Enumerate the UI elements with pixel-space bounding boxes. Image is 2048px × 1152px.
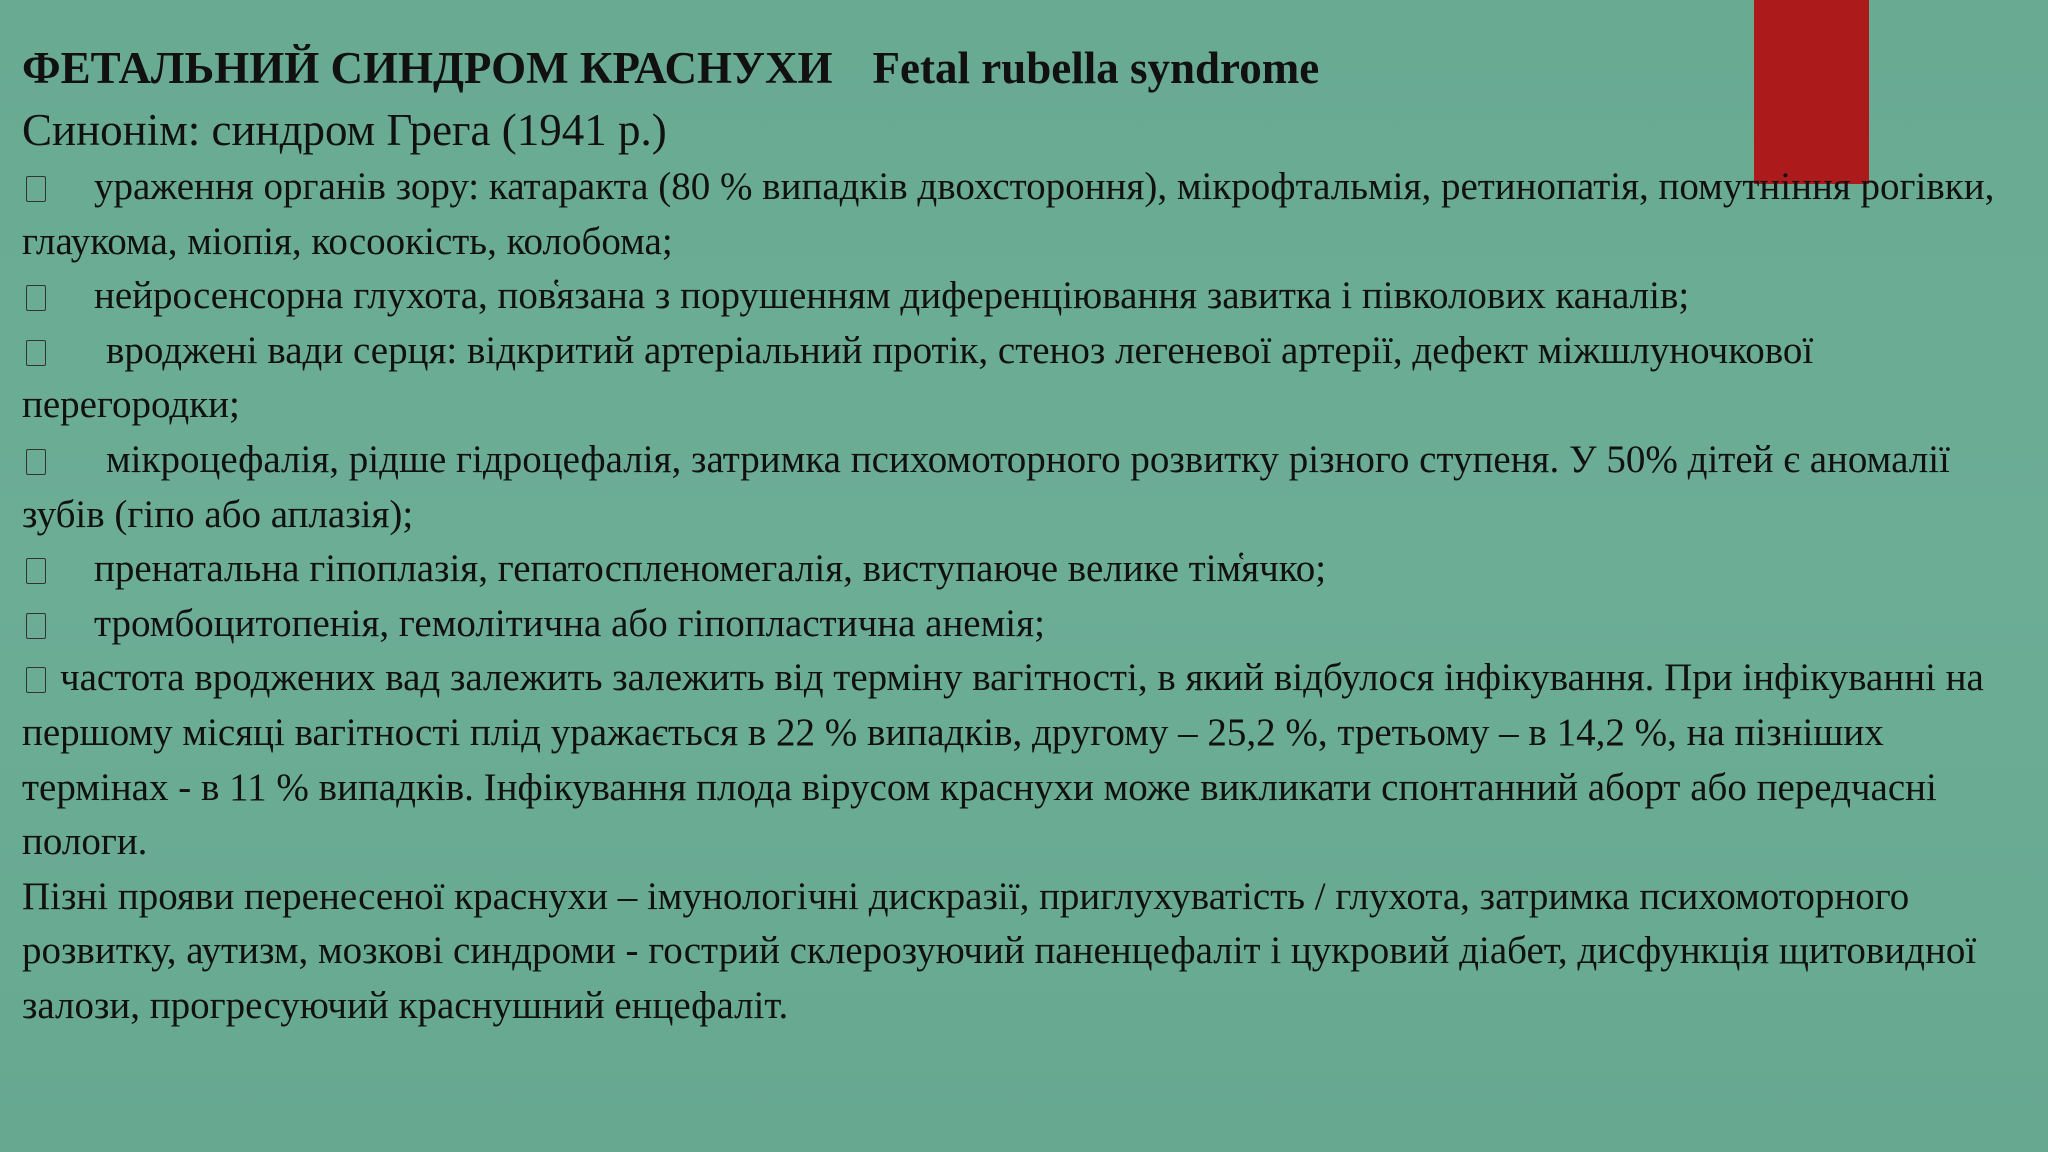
list-item [22,269,2032,324]
list-item [22,542,2032,597]
checkbox-bullet-icon [26,285,46,311]
checkbox-bullet-icon [26,176,46,202]
checkbox-bullet-icon [26,667,46,693]
list-item [22,324,2032,433]
checkbox-bullet-icon [26,340,46,366]
list-item-text: нейросенсорна глухота, пов҅язана з порушенням диференціювання завитка і півколових каналів; [94,274,1690,318]
checkbox-bullet-icon [26,449,46,475]
slide-title [22,36,2032,100]
list-item-text: частота вроджених вад залежить залежить від терміну вагітності, в який відбулося інфікування. При інфікуванні на першому місяці вагітності плід уражається в 22 % випадків, другому – 25,2 %, третьому – в 14,2 %, на пізніших термінах - в 11 % випадків. Інфікування плода вірусом краснухи може викликати спонтанний аборт або передчасні пологи. [22,656,1984,864]
list-item-text: пренатальна гіпоплазія, гепатоспленомегалія, виступаюче велике тім҅ячко; [94,547,1327,591]
late-manifestations-paragraph: Пізні прояви перенесеної краснухи – імунологічні дискразії, приглухуватість / глухота, затримка психомоторного розвитку, аутизм, мозкові синдроми - гострий склерозуючий паненцефаліт і цукровий діабет, дисфункція щитовидної залози, прогресуючий краснушний енцефаліт. [22,874,1977,1027]
list-item [22,433,2032,542]
list-item [22,651,2032,869]
synonym-line: Синонім: синдром Грега (1941 р.) [22,105,667,155]
checkbox-bullet-icon [26,558,46,584]
slide-content [22,36,2032,1034]
list-item [22,160,2032,269]
list-item [22,597,2032,652]
list-item-text: мікроцефалія, рідше гідроцефалія, затримка психомоторного розвитку різного ступеня. У 50% дітей є аномалії зубів (гіпо або аплазія); [22,437,1950,536]
title-english: Fetal rubella syndrome [872,43,1320,93]
list-item-text: вроджені вади серця: відкритий артеріальний протік, стеноз легеневої артерії, дефект міжшлуночкової перегородки; [22,328,1814,427]
title-ukrainian: ФЕТАЛЬНИЙ СИНДРОМ КРАСНУХИ [22,43,833,93]
list-item-text: ураження органів зору: катаракта (80 % випадків двохстороння), мікрофтальмія, ретинопатія, помутніння рогівки, глаукома, міопія, косоокість, колобома; [22,165,1995,263]
checkbox-bullet-icon [26,613,46,639]
list-item-text: тромбоцитопенія, гемолітична або гіпопластична анемія; [94,601,1045,645]
